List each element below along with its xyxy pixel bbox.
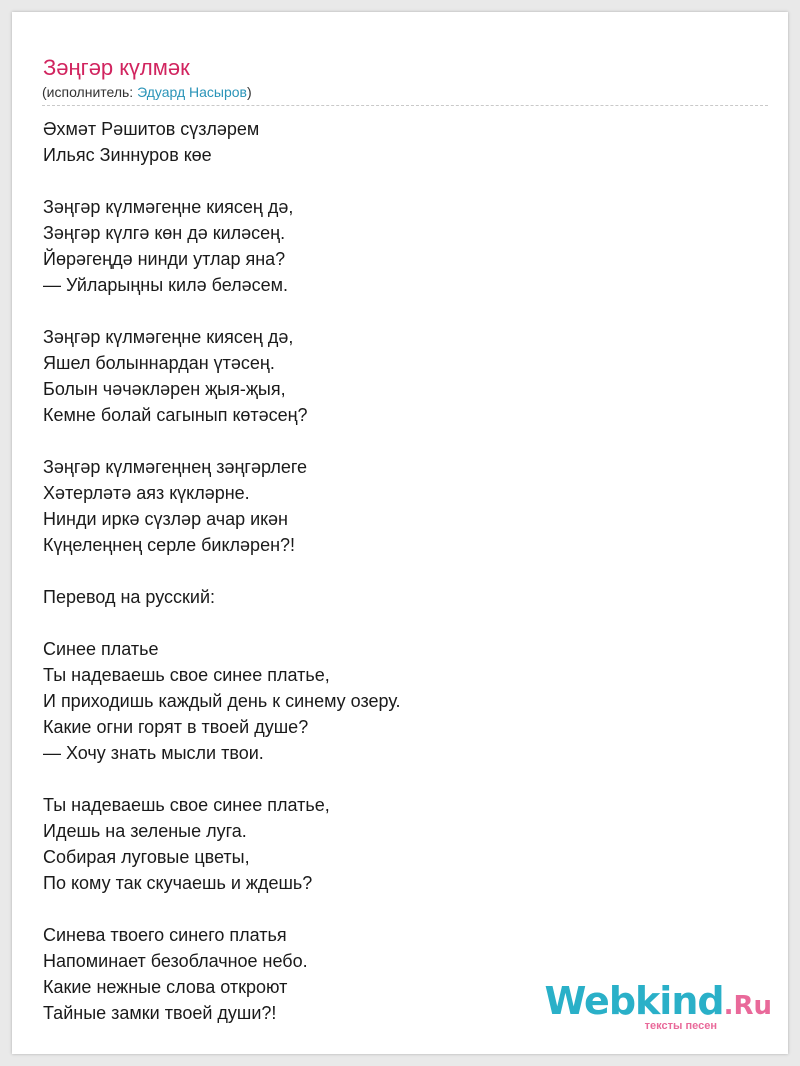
stanza-break [43, 610, 763, 636]
lyric-line: — Хочу знать мысли твои. [43, 743, 264, 763]
lyric-line: Зәңгәр күлгә көн дә киләсең. [43, 223, 286, 243]
lyric-line: Зәңгәр күлмәгеңнең зәңгәрлеге [43, 457, 308, 477]
site-logo[interactable] [544, 981, 772, 1032]
lyric-line: Әхмәт Рәшитов сүзләрем [43, 119, 260, 139]
performer-prefix: (исполнитель: [42, 84, 138, 100]
lyric-line: Синева твоего синего платья [43, 925, 287, 945]
song-title: Зәңгәр күлмәк [43, 55, 190, 80]
lyric-line: Синее платье [43, 639, 159, 659]
lyric-line: Собирая луговые цветы, [43, 847, 250, 867]
lyric-line: — Уйларыңны килә беләсем. [43, 275, 289, 295]
stanza-break [43, 428, 763, 454]
lyric-line: Нинди иркә сүзләр ачар икән [43, 509, 288, 529]
lyric-line: И приходишь каждый день к синему озеру. [43, 691, 401, 711]
lyric-line: Йөрәгеңдә нинди утлар яна? [43, 249, 286, 269]
lyric-line: Напоминает безоблачное небо. [43, 951, 308, 971]
lyric-line: Идешь на зеленые луга. [43, 821, 247, 841]
stanza-break [43, 766, 763, 792]
performer-line [42, 82, 252, 102]
performer-suffix: ) [246, 84, 252, 100]
lyric-line: Ты надеваешь свое синее платье, [43, 795, 330, 815]
divider [42, 105, 768, 106]
lyric-line: Перевод на русский: [43, 587, 215, 607]
lyric-line: По кому так скучаешь и ждешь? [43, 873, 313, 893]
lyric-line: Какие огни горят в твоей душе? [43, 717, 309, 737]
lyric-line: Ильяс Зиннуров көе [43, 145, 212, 165]
lyric-line: Хәтерләтә аяз күкләрне. [43, 483, 250, 503]
stanza-break [43, 558, 763, 584]
performer-link[interactable]: Эдуард Насыров [137, 84, 247, 100]
lyrics-text [43, 116, 763, 1026]
lyrics-page [12, 12, 788, 1054]
lyric-line: Кемне болай сагынып көтәсең? [43, 405, 308, 425]
lyric-line: Ты надеваешь свое синее платье, [43, 665, 330, 685]
lyric-line: Күңелеңнең серле бикләрен?! [43, 535, 296, 555]
stanza-break [43, 896, 763, 922]
stanza-break [43, 298, 763, 324]
lyric-line: Какие нежные слова откроют [43, 977, 288, 997]
logo-tagline: тексты песен [644, 1020, 717, 1032]
lyric-line: Болын чәчәкләрен җыя-җыя, [43, 379, 286, 399]
lyric-line: Зәңгәр күлмәгеңне киясең дә, [43, 327, 294, 347]
lyric-line: Тайные замки твоей души?! [43, 1003, 277, 1023]
logo-tld: .Ru [723, 991, 772, 1021]
lyric-line: Зәңгәр күлмәгеңне киясең дә, [43, 197, 294, 217]
stanza-break [43, 168, 763, 194]
logo-main-text: Webkind [544, 979, 724, 1023]
lyric-line: Яшел болыннардан үтәсең. [43, 353, 275, 373]
